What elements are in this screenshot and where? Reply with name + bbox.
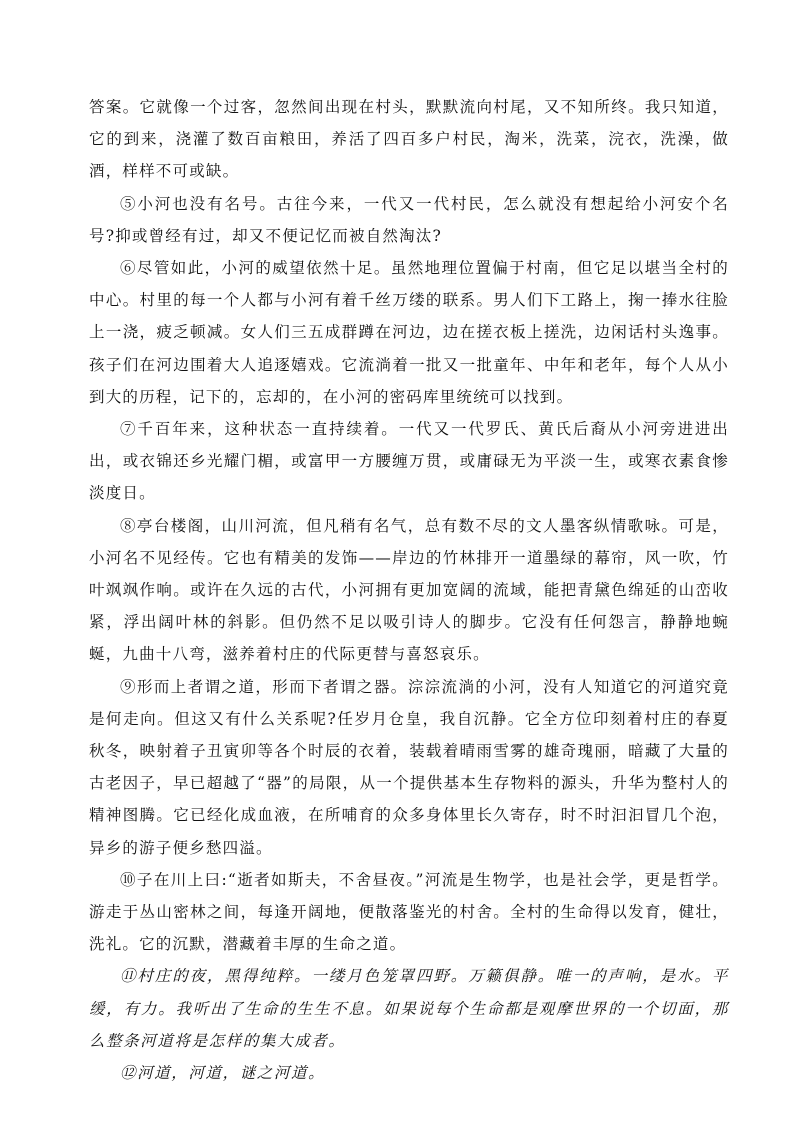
paragraph-5: ⑤小河也没有名号。古往今来，一代又一代村民，怎么就没有想起给小河安个名号?抑或曾经有过，却又不便记忆而被自然淘汰? bbox=[89, 194, 729, 245]
paragraph-10: ⑩子在川上曰:“逝者如斯夫，不舍昼夜。”河流是生物学，也是社会学，更是哲学。游走于丛山密林之间，每逢开阔地，便散落鉴光的村舍。全村的生命得以发育，健壮，洗礼。它的沉默，潜藏着丰厚的生命之道。 bbox=[89, 870, 729, 954]
essay-body bbox=[89, 91, 729, 1089]
paragraph-continued: 答案。它就像一个过客，忽然间出现在村头，默默流向村尾，又不知所终。我只知道，它的到来，浇灌了数百亩粮田，养活了四百多户村民，淘米，洗菜，浣衣，洗澡，做酒，样样不可或缺。 bbox=[89, 98, 729, 181]
paragraph-12: ⑫河道，河道，谜之河道。 bbox=[120, 1064, 326, 1083]
paragraph-9: ⑨形而上者谓之道，形而下者谓之器。淙淙流淌的小河，没有人知道它的河道究竟是何走向。但这又有什么关系呢?任岁月仓皇，我自沉静。它全方位印刻着村庄的春夏秋冬，映射着子丑寅卯等各个时辰的衣着，装载着晴雨雪雾的雄奇瑰丽，暗藏了大量的古老因子，早已超越了“器”的局限，从一个提供基本生存物料的源头，升华为整村人的精神图腾。它已经化成血液，在所哺育的众多身体里长久寄存，时不时汩汩冒几个泡，异乡的游子便乡愁四溢。 bbox=[89, 677, 729, 857]
paragraph-7: ⑦千百年来，这种状态一直持续着。一代又一代罗氏、黄氏后裔从小河旁进进出出，或衣锦还乡光耀门楣，或富甲一方腰缠万贯，或庸碌无为平淡一生，或寒衣素食惨淡度日。 bbox=[89, 420, 729, 503]
paragraph-11: ⑪村庄的夜，黑得纯粹。一缕月色笼罩四野。万籁俱静。唯一的声响，是水。平缓，有力。我听出了生命的生生不息。如果说每个生命都是观摩世界的一个切面，那么整条河道将是怎样的集大成者。 bbox=[89, 967, 729, 1050]
paragraph-6: ⑥尽管如此，小河的威望依然十足。虽然地理位置偏于村南，但它足以堪当全村的中心。村里的每一个人都与小河有着千丝万缕的联系。男人们下工路上，掬一捧水往脸上一浇，疲乏顿减。女人们三五成群蹲在河边，边在搓衣板上搓洗，边闲话村头逸事。孩子们在河边围着大人追逐嬉戏。它流淌着一批又一批童年、中年和老年，每个人从小到大的历程，记下的，忘却的，在小河的密码库里统统可以找到。 bbox=[89, 259, 729, 406]
paragraph-8: ⑧亭台楼阁，山川河流，但凡稍有名气，总有数不尽的文人墨客纵情歌咏。可是，小河名不见经传。它也有精美的发饰——岸边的竹林排开一道墨绿的幕帘，风一吹，竹叶飒飒作响。或许在久远的古代，小河拥有更加宽阔的流域，能把青黛色绵延的山峦收紧，浮出阔叶林的斜影。但仍然不足以吸引诗人的脚步。它没有任何怨言，静静地蜿蜒，九曲十八弯，滋养着村庄的代际更替与喜怒哀乐。 bbox=[89, 516, 729, 664]
